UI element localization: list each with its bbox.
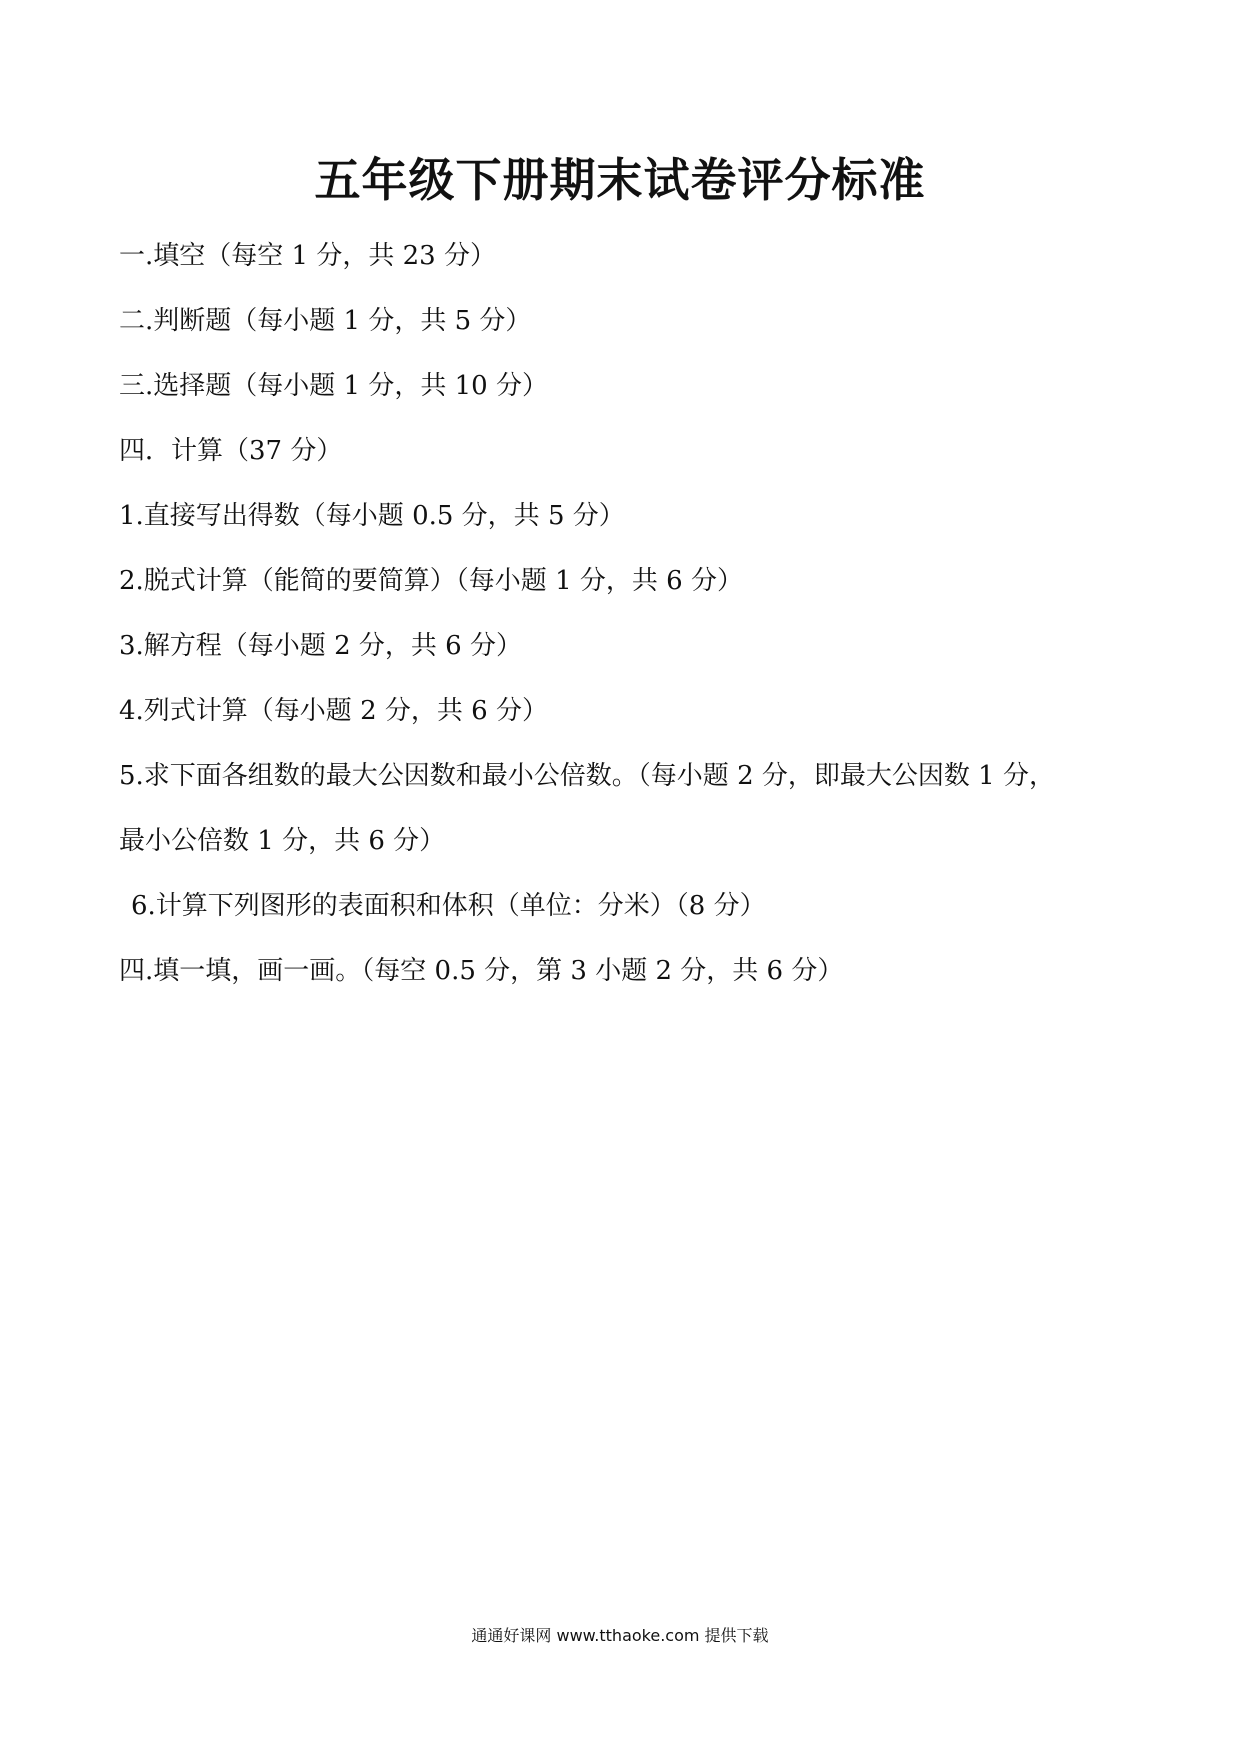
criteria-line-multiple-choice: 三.选择题（每小题 1 分，共 10 分） bbox=[119, 371, 548, 401]
criteria-line-true-false: 二.判断题（每小题 1 分，共 5 分） bbox=[119, 306, 532, 336]
criteria-line-equations: 3.解方程（每小题 2 分，共 6 分） bbox=[119, 631, 522, 661]
criteria-line-step-calculation: 2.脱式计算（能简的要简算）（每小题 1 分，共 6 分） bbox=[119, 566, 743, 596]
criteria-line-gcd-lcm-continued: 最小公倍数 1 分，共 6 分） bbox=[119, 826, 446, 856]
document-title: 五年级下册期末试卷评分标准 bbox=[314, 153, 926, 207]
criteria-line-fill-and-draw: 四.填一填，画一画。（每空 0.5 分，第 3 小题 2 分，共 6 分） bbox=[119, 956, 844, 986]
download-source-footer: 通通好课网 www.tthaoke.com 提供下载 bbox=[471, 1626, 769, 1645]
criteria-line-expression-calculation: 4.列式计算（每小题 2 分，共 6 分） bbox=[119, 696, 548, 726]
criteria-line-calculation: 四．计算（37 分） bbox=[119, 436, 343, 466]
criteria-line-surface-area-volume: 6.计算下列图形的表面积和体积（单位：分米）（8 分） bbox=[131, 891, 766, 921]
criteria-line-gcd-lcm: 5.求下面各组数的最大公因数和最小公倍数。（每小题 2 分，即最大公因数 1 分， bbox=[119, 761, 1055, 791]
criteria-line-fill-in: 一.填空（每空 1 分，共 23 分） bbox=[119, 241, 496, 271]
criteria-line-direct-answers: 1.直接写出得数（每小题 0.5 分，共 5 分） bbox=[119, 501, 625, 531]
scoring-criteria-list bbox=[119, 224, 1139, 1004]
